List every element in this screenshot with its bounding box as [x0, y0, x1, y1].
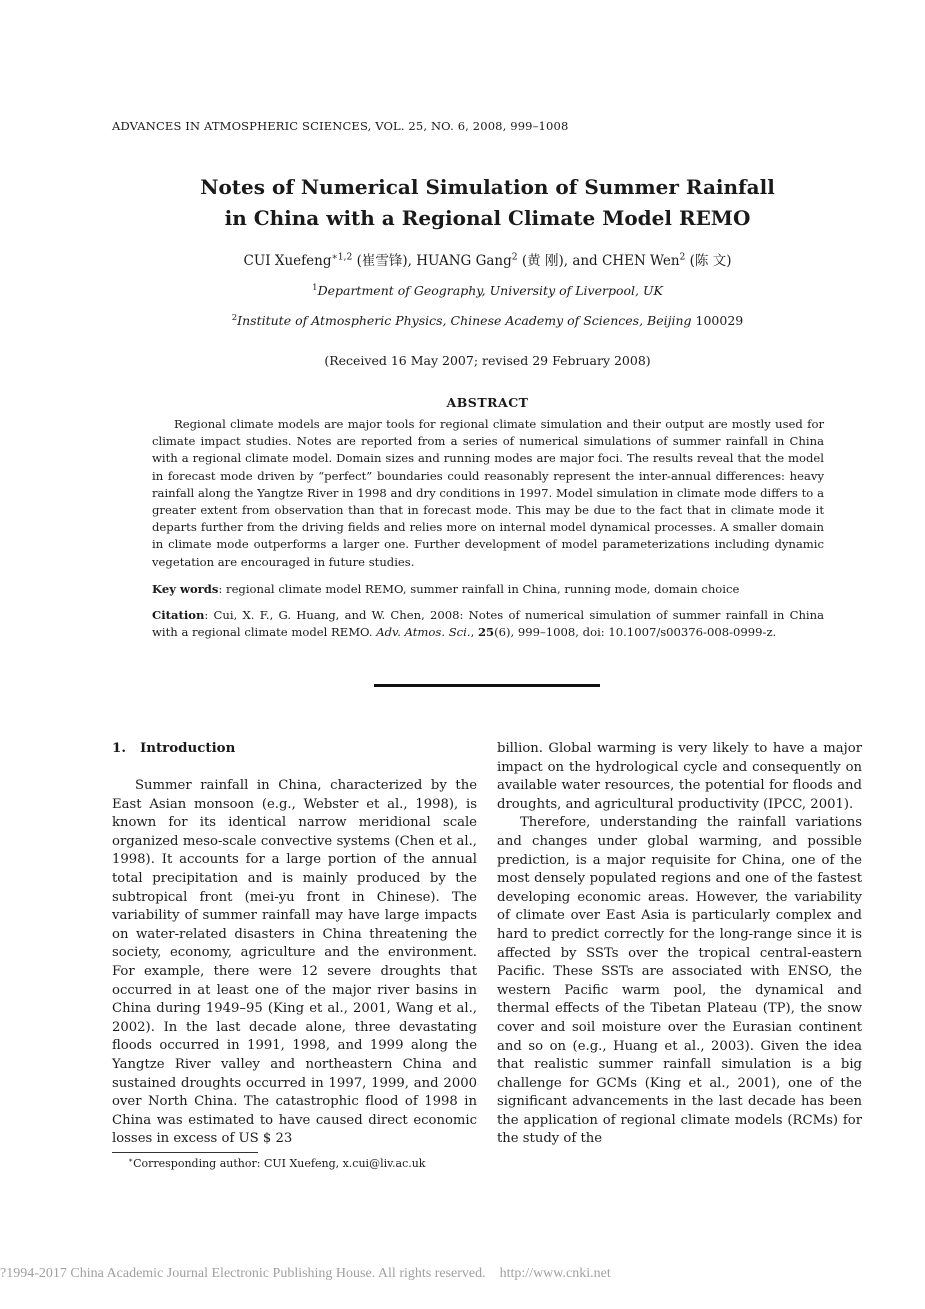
keywords — [152, 581, 824, 598]
affiliation-2-postcode: 100029 — [695, 313, 744, 328]
footnote-mark: ∗ — [128, 1155, 134, 1165]
paper-title-line-2: in China with a Regional Climate Model REMO — [224, 206, 751, 230]
received-dates: (Received 16 May 2007; revised 29 February 2008) — [324, 353, 651, 368]
keywords-label: Key words — [152, 582, 219, 596]
body-paragraph: Therefore, understanding the rainfall variations and changes under global warming, and possible prediction, is a major requisite for China, one of the most densely populated regions and one of the fastest developing economic areas. However, the variability of climate over East Asia is particularly complex and hard to predict correctly for the long-range since it is affected by SSTs over the tropical central-eastern Pacific. These SSTs are associated with ENSO, the western Pacific warm pool, the dynamical and thermal effects of the Tibetan Plateau (TP), the snow cover and soil moisture over the Eurasian continent and so on (e.g., Huang et al., 2003). Given the idea that realistic summer rainfall simulation is a big challenge for GCMs (King et al., 2001), one of the significant advancements in the last decade has been the application of regional climate models (RCMs) for the study of the — [497, 815, 862, 1147]
affiliation-1-text: Department of Geography, University of Liverpool, UK — [317, 283, 663, 298]
author-1-chinese-and-author-2: (崔雪锋), HUANG Gang — [356, 253, 512, 269]
section-divider — [374, 684, 600, 687]
left-column — [112, 777, 477, 1149]
abstract-text: Regional climate models are major tools for regional climate simulation and their output are mostly used for climate impact studies. Notes are reported from a series of numerical simulations of summer rainfall in China with a regional climate model. Domain sizes and running modes are major foci. The results reveal that the model in forecast mode driven by “perfect” boundaries could reasonably represent the inter-annual differences: heavy rainfall along the Yangtze River in 1998 and dry conditions in 1997. Model simulation in climate mode differs to a greater extent from observation than that in forecast mode. This may be due to the fact that in climate mode it departs further from the driving fields and relies more on internal model dynamical processes. A smaller domain in climate mode outperforms a larger one. Further development of model parameterizations including dynamic vegetation are encouraged in future studies. — [152, 417, 824, 569]
body-paragraph: billion. Global warming is very likely to have a major impact on the hydrological cycle and consequently on available water resources, the potential for floods and droughts, and agricultural productivity (IPCC, 2001). — [497, 741, 862, 812]
citation-text: : Cui, X. F., G. Huang, and W. Chen, 2008: Notes of numerical simulation of summer rainfall in China with a regional climate model REMO. — [152, 608, 824, 640]
section-number: 1. — [112, 740, 126, 756]
footnote-rule — [112, 1152, 258, 1153]
paper-title-line-1: Notes of Numerical Simulation of Summer Rainfall — [200, 175, 775, 199]
abstract-heading: ABSTRACT — [446, 395, 529, 410]
citation-pages-doi: (6), 999–1008, doi: 10.1007/s00376-008-0999-z. — [494, 625, 777, 640]
affiliation-2 — [0, 313, 925, 328]
footnote-text: Corresponding author: CUI Xuefeng, x.cui@liv.ac.uk — [133, 1157, 426, 1170]
affiliation-2-text: Institute of Atmospheric Physics, Chinese Academy of Sciences, Beijing — [237, 313, 692, 328]
affiliation-1-superscript: 1 — [312, 282, 318, 293]
author-3-superscript: 2 — [679, 251, 686, 263]
citation-journal: Adv. Atmos. Sci. — [376, 625, 471, 640]
citation: Citation: Cui, X. F., G. Huang, and W. Chen, 2008: Notes of numerical simulation of summer rainfall in China with a regional climate model REMO. Adv. Atmos. Sci., 25(6), 999–1008, doi: 10.1007/s00376-008-0999-z. — [152, 608, 824, 640]
author-list — [0, 249, 925, 269]
cnki-watermark: ?1994-2017 China Academic Journal Electronic Publishing House. All rights reserved. http://www.cnki.net — [0, 1266, 611, 1281]
author-2-superscript: 2 — [511, 251, 518, 263]
affiliation-2-superscript: 2 — [231, 312, 238, 323]
author-1-name: CUI Xuefeng — [243, 253, 332, 269]
running-head: ADVANCES IN ATMOSPHERIC SCIENCES, VOL. 25, NO. 6, 2008, 999–1008 — [112, 119, 569, 133]
affiliation-1 — [0, 283, 925, 298]
body-paragraph: Summer rainfall in China, characterized by the East Asian monsoon (e.g., Webster et al., 1998), is known for its identical narrow meridional scale organized meso-scale convective systems (Chen et al., 1998). It accounts for a large portion of the annual total precipitation and is mainly produced by the subtropical front (mei-yu front in Chinese). The variability of summer rainfall may have large impacts on water-related disasters in China threatening the society, economy, agriculture and the environment. For example, there were 12 severe droughts that occurred in at least one of the major river basins in China during 1949–95 (King et al., 2001, Wang et al., 2002). In the last decade alone, three devastating floods occurred in 1991, 1998, and 1999 along the Yangtze River valley and northeastern China and sustained droughts occurred in 1997, 1999, and 2000 over North China. The catastrophic flood of 1998 in China was estimated to have caused direct economic losses in excess of US $ 23 — [112, 778, 477, 1147]
author-2-chinese-and-author-3: (黄 刚), and CHEN Wen — [521, 253, 680, 269]
citation-label: Citation — [152, 608, 205, 622]
author-3-chinese: (陈 文) — [689, 253, 732, 269]
right-column — [497, 740, 862, 1149]
author-1-superscript: ∗1,2 — [331, 251, 353, 263]
section-heading — [112, 740, 235, 756]
citation-volume: 25 — [477, 625, 495, 640]
section-title: Introduction — [139, 740, 236, 756]
keywords-text: : regional climate model REMO, summer rainfall in China, running mode, domain choice — [218, 582, 740, 596]
footnote — [128, 1157, 425, 1170]
